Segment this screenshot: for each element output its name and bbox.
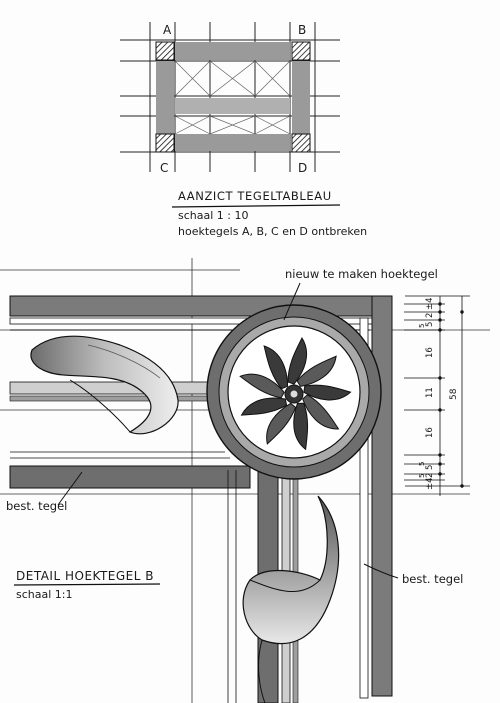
overview-panel — [120, 22, 367, 238]
dim-6: 11 — [425, 387, 435, 398]
overview-inner-field — [175, 61, 290, 134]
overview-note: hoektegels A, B, C en D ontbreken — [178, 225, 368, 238]
corner-rosette-tile — [207, 305, 381, 479]
dim-8: 5 — [418, 461, 426, 466]
dim-4: 5 — [418, 323, 426, 328]
dim-12: 5 — [418, 473, 426, 478]
label-existing-tile-right: best. tegel — [402, 572, 464, 586]
dimension-chain — [404, 296, 470, 496]
detail-title: DETAIL HOEKTEGEL B — [16, 569, 154, 583]
corner-tile-a — [156, 42, 174, 60]
corner-tile-d — [292, 134, 310, 152]
overview-title: AANZICT TEGELTABLEAU — [178, 189, 332, 203]
overview-title-underline — [172, 205, 340, 207]
label-new-corner-tile: nieuw te maken hoektegel — [285, 267, 438, 281]
dimension-labels — [418, 297, 459, 490]
corner-tile-c — [156, 134, 174, 152]
dim-1: ±4 — [425, 297, 435, 310]
corner-label-b: B — [298, 23, 307, 37]
bottom-ribbon-ornament — [243, 496, 338, 703]
detail-panel — [0, 258, 490, 703]
dim-3: 5 — [425, 321, 435, 327]
detail-scale: schaal 1:1 — [16, 588, 73, 601]
detail-title-underline — [14, 584, 160, 585]
label-existing-tile-left: best. tegel — [6, 499, 68, 513]
corner-label-a: A — [163, 23, 172, 37]
dim-7: 16 — [425, 427, 435, 438]
dim-total: 58 — [449, 388, 459, 400]
corner-label-d: D — [298, 161, 308, 175]
dim-5: 16 — [425, 347, 435, 358]
dim-10: 2 — [425, 472, 435, 478]
dim-9: 5 — [425, 464, 435, 470]
dim-2: 2 — [425, 312, 435, 318]
overview-scale: schaal 1 : 10 — [178, 209, 249, 222]
dim-11: ±4 — [425, 477, 435, 490]
corner-label-c: C — [160, 161, 169, 175]
corner-tile-b — [292, 42, 310, 60]
